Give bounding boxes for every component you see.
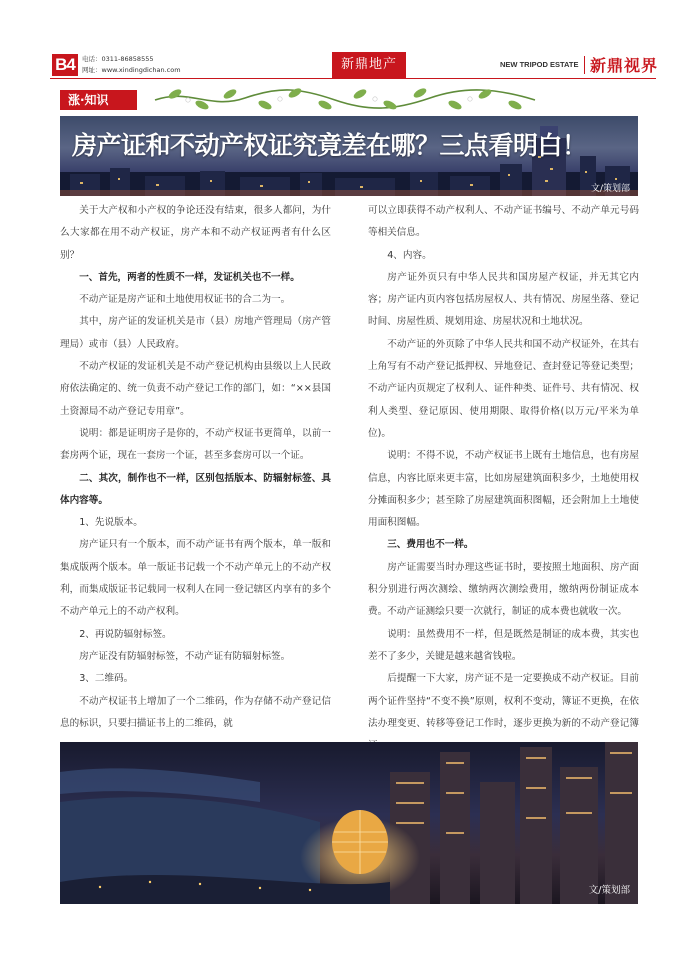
- paragraph: 其中，房产证的发证机关是市（县）房地产管理局（房产管理局）或市（县）人民政府。: [60, 316, 331, 350]
- paragraph: 3、二维码。: [79, 673, 134, 685]
- paragraph: 不动产证的外页除了中华人民共和国不动产权证外，在其右上角写有不动产登记抵押权、异地登记、查封登记等登记类型；不动产证内页规定了权利人、证件种类、证件号、共有情况、权利人类型、登记原因、使用期限、取得价格(以万元/平米为单位)。: [368, 338, 639, 439]
- website-text: 网址：www.xindingdichan.com: [82, 66, 181, 74]
- article-left-column: [60, 200, 331, 735]
- photo-credit: 文/策划部: [588, 885, 630, 896]
- paragraph: 房产证外页只有中华人民共和国房屋产权证，并无其它内容；房产证内页内容包括房屋权人、共有情况、房屋坐落、登记时间、房屋性质、规划用途、房屋状况和土地状况。: [368, 271, 639, 328]
- contact-info: [82, 54, 181, 76]
- paragraph: 4、内容。: [387, 249, 432, 261]
- section-heading: 一、首先，两者的性质不一样，发证机关也不一样。: [79, 271, 300, 283]
- banner-credit: 文/策划部: [590, 184, 630, 194]
- paragraph: 说明：不得不说，不动产权证书上既有土地信息，也有房屋信息，内容比原来更丰富，比如房屋建筑面积多少，土地使用权分摊面积多少；甚至除了房屋建筑面积图幅，还会附加上土地使用面积图幅。: [368, 450, 639, 529]
- paragraph: 关于大产权和小产权的争论还没有结束，很多人都问，为什么大家都在用不动产权证，房产本和不动产权证两者有什么区别？: [60, 205, 331, 261]
- title-banner: [60, 116, 638, 196]
- phone-text: 电话：0311-86858555: [82, 55, 154, 63]
- paragraph: 说明：虽然费用不一样，但是既然是制证的成本费，其实也差不了多少，关键是越来越省钱啦。: [368, 628, 639, 662]
- article-title: 房产证和不动产权证究竟差在哪？三点看明白！: [72, 131, 587, 160]
- paragraph: 说明：都是证明房子是你的，不动产权证书更简单，以前一套房两个证，现在一套房一个证，甚至多套房可以一个证。: [60, 427, 331, 462]
- english-name: NEW TRIPOD ESTATE: [500, 60, 579, 69]
- header-separator: [584, 56, 585, 74]
- paragraph: 后提醒一下大家，房产证不是一定要换成不动产权证。目前两个证件坚持“不变不换”原则，权利不变动，簿证不更换，在依法办理变更、转移等登记工作时，逐步更换为新的不动产登记簿: [368, 673, 639, 729]
- article-right-column: [368, 200, 639, 757]
- vine-decoration-icon: [150, 86, 540, 112]
- paragraph: 不动产权证书上增加了一个二维码，作为存储不动产登记信息的标识，只要扫描证书上的二维码，就: [60, 695, 331, 729]
- paragraph: 2、再说防辐射标签。: [79, 628, 172, 640]
- section-heading: 三、费用也不一样。: [387, 539, 474, 551]
- paragraph: 房产证只有一个版本，而不动产证书有两个版本，单一版和集成版两个版本。单一版证书记载一个不动产单元上的不动产权利，而集成版证书记载同一权利人在同一登记辖区内享有的多个不动产单元上的不动产权利。: [60, 539, 331, 618]
- night-city-image: [60, 742, 638, 904]
- paragraph: 不动产权证的发证机关是不动产登记机构由县级以上人民政府依法确定的、统一负责不动产登记工作的部门，如：“××县国土资源局不动产登记专用章”。: [60, 361, 331, 417]
- page-number: B4: [52, 54, 78, 76]
- header-rule: [50, 78, 656, 79]
- logo: 新鼎视界: [590, 56, 659, 75]
- paragraph: 不动产证是房产证和土地使用权证书的合二为一。: [79, 294, 291, 306]
- section-tab: 新鼎地产: [332, 52, 406, 78]
- paragraph: 可以立即获得不动产权利人、不动产证书编号、不动产单元号码等相关信息。: [368, 205, 639, 239]
- paragraph: 房产证需要当时办理这些证书时，要按照土地面积、房产面积分别进行两次测绘、缴纳两次测绘费用，缴纳两份制证成本费。不动产证测绘只要一次就行，制证的成本费也就收一次。: [368, 561, 639, 618]
- section-label: 涨·知识: [60, 90, 137, 110]
- paragraph: 房产证没有防辐射标签，不动产证有防辐射标签。: [79, 650, 291, 662]
- paragraph: 1、先说版本。: [79, 517, 143, 529]
- night-city-photo: [60, 742, 638, 904]
- section-heading: 二、其次，制作也不一样，区别包括版本、防辐射标签、具体内容等。: [60, 472, 331, 506]
